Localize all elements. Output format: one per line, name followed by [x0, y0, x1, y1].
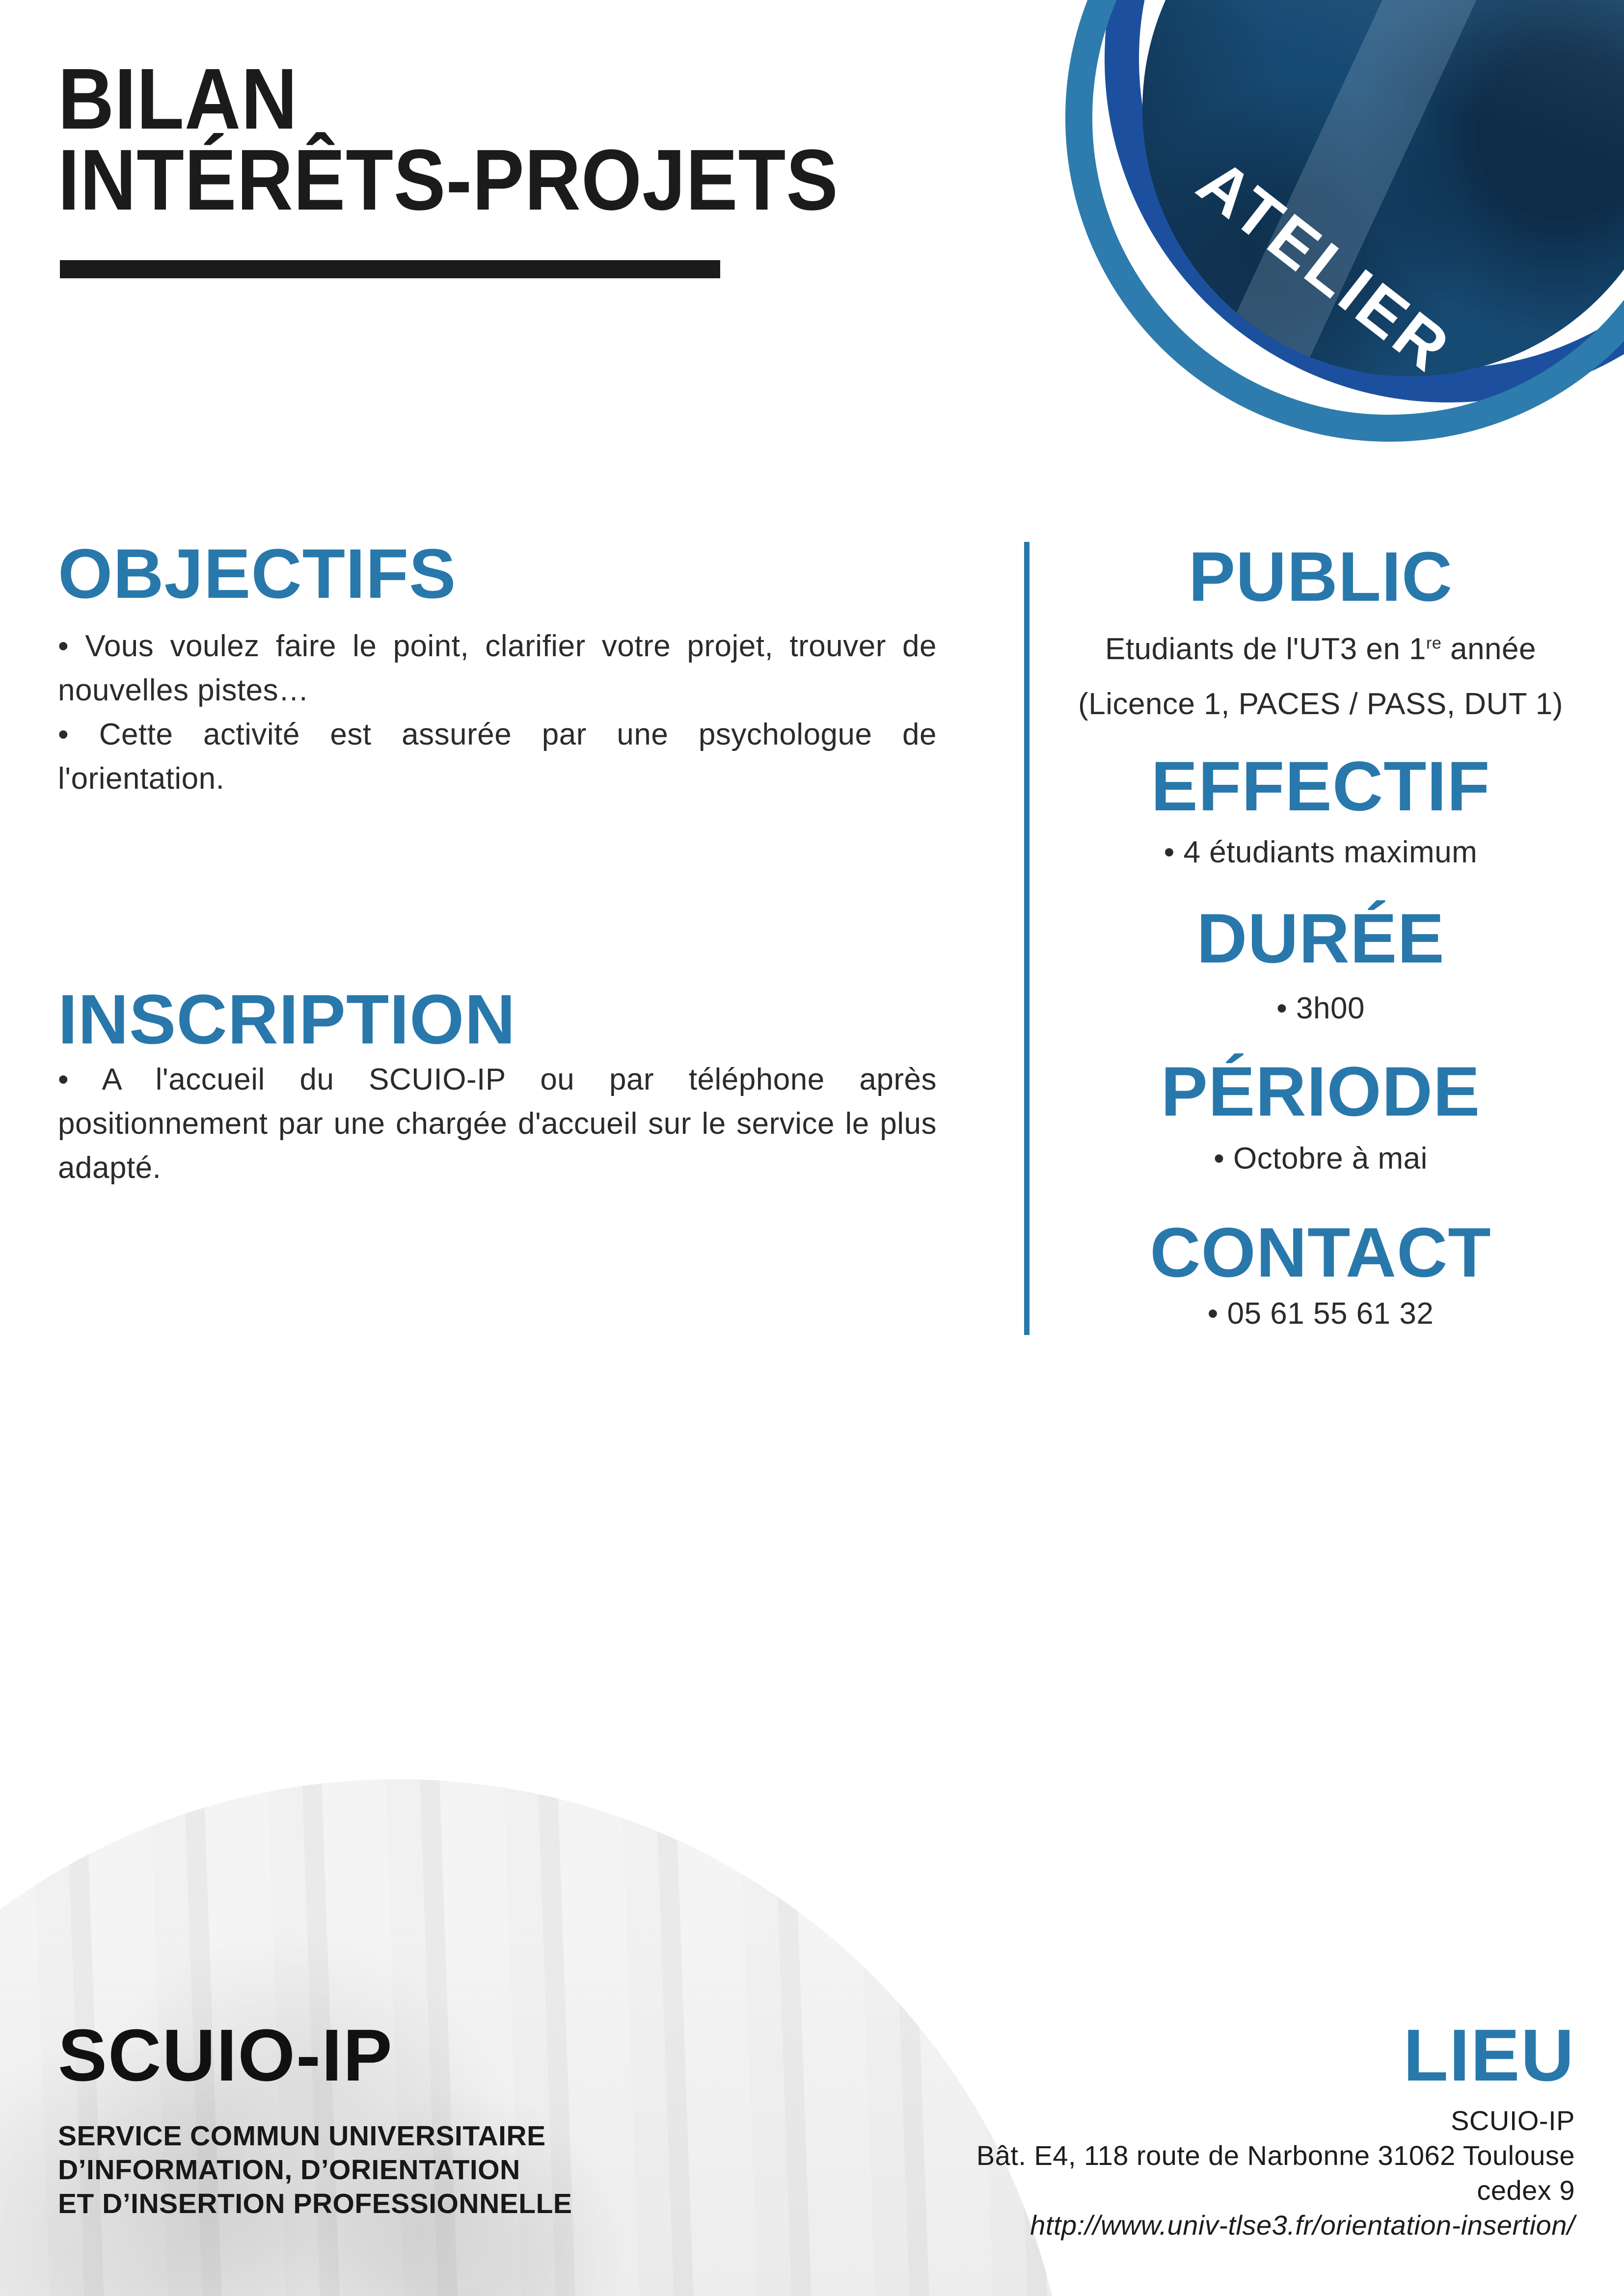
public-line-1 — [1070, 627, 1571, 671]
effectif-heading: EFFECTIF — [1151, 748, 1490, 826]
lieu-url: http://www.univ-tlse3.fr/orientation-insertion/ — [1030, 2210, 1575, 2241]
badge-atelier-label: ATELIER — [1184, 145, 1464, 387]
public-heading: PUBLIC — [1188, 538, 1453, 616]
public-line-2: (Licence 1, PACES / PASS, DUT 1) — [1078, 687, 1563, 721]
duree-heading: DURÉE — [1196, 900, 1445, 978]
public-line1-ordinal: re — [1426, 634, 1442, 653]
public-line1-prefix: Etudiants de l'UT3 en 1 — [1105, 632, 1427, 666]
org-name-line2: D’INFORMATION, D’ORIENTATION — [58, 2154, 520, 2186]
org-acronym: SCUIO-IP — [58, 2014, 393, 2096]
effectif-item: • 4 étudiants maximum — [1164, 835, 1478, 869]
lieu-line3: cedex 9 — [1477, 2175, 1575, 2206]
page-title-line2: INTÉRÊTS-PROJETS — [58, 132, 839, 228]
periode-item: • Octobre à mai — [1214, 1142, 1428, 1175]
org-name-line1: SERVICE COMMUN UNIVERSITAIRE — [58, 2120, 546, 2152]
lieu-heading: LIEU — [1403, 2014, 1575, 2096]
org-full-name — [58, 2119, 572, 2221]
contact-heading: CONTACT — [1150, 1214, 1491, 1292]
duree-item: • 3h00 — [1276, 991, 1365, 1025]
lieu-address-block — [976, 2103, 1575, 2243]
objectifs-heading: OBJECTIFS — [58, 535, 457, 613]
objectifs-paragraph-1: • Vous voulez faire le point, clarifier votre projet, trouver de nouvelles pistes… — [58, 629, 937, 707]
objectifs-paragraph-2: • Cette activité est assurée par une psychologue de l'orientation. — [58, 718, 937, 796]
inscription-heading: INSCRIPTION — [58, 981, 516, 1059]
column-divider-line — [1024, 542, 1029, 1335]
periode-heading: PÉRIODE — [1161, 1053, 1481, 1131]
inscription-paragraph: • A l'accueil du SCUIO-IP ou par téléphone après positionnement par une chargée d'accueil sur le service le plus adapté. — [58, 1063, 937, 1185]
page-title-line1: BILAN — [58, 51, 298, 147]
lieu-line2: Bât. E4, 118 route de Narbonne 31062 Toulouse — [976, 2140, 1575, 2171]
page-title — [58, 51, 839, 228]
contact-item: • 05 61 55 61 32 — [1207, 1297, 1434, 1331]
org-name-line3: ET D’INSERTION PROFESSIONNELLE — [58, 2188, 572, 2219]
public-line1-suffix: année — [1441, 632, 1536, 666]
title-underline-bar — [60, 260, 720, 278]
lieu-line1: SCUIO-IP — [1451, 2105, 1575, 2136]
